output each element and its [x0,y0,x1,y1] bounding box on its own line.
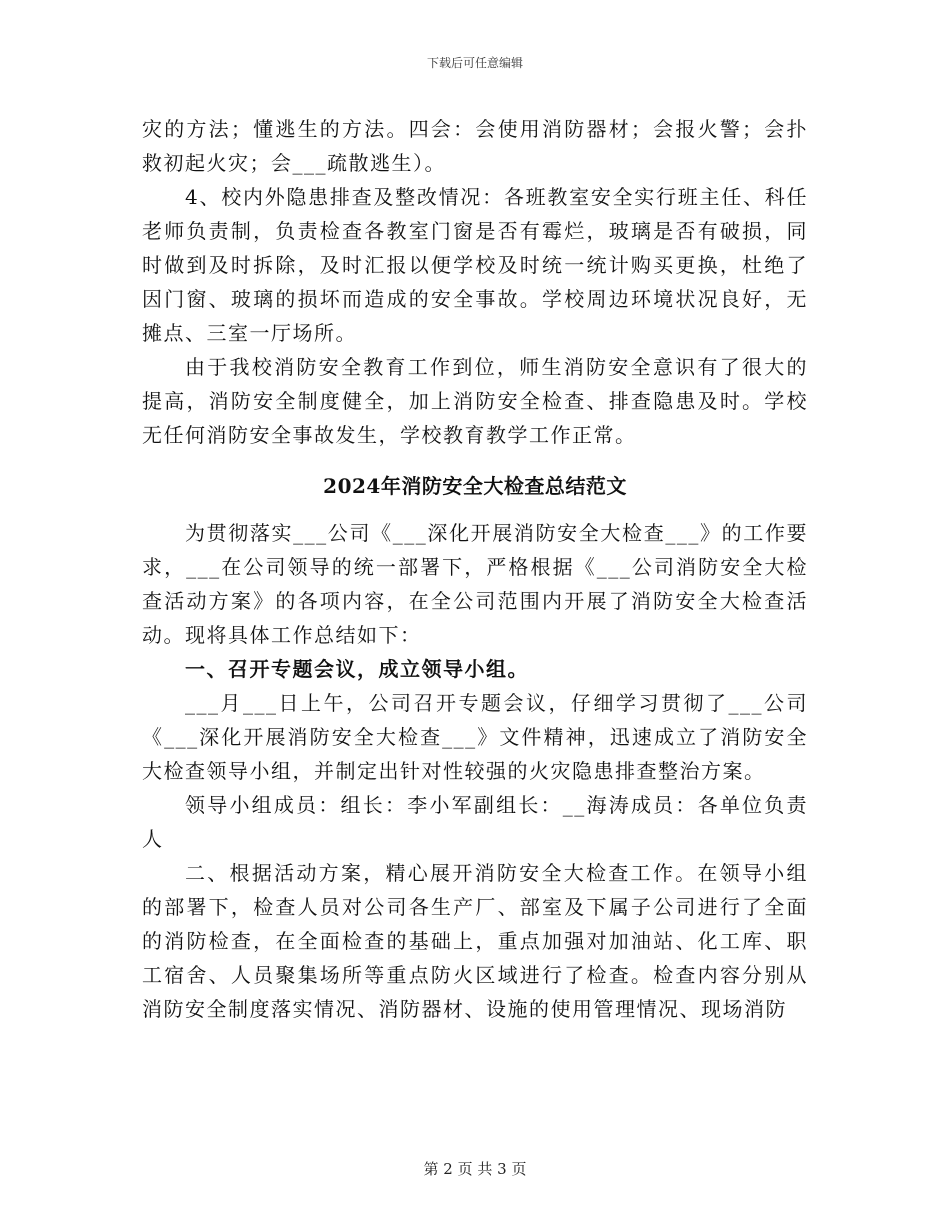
paragraph-3: 由于我校消防安全教育工作到位，师生消防安全意识有了很大的提高，消防安全制度健全，加上消防安全检查、排查隐患及时。学校无任何消防安全事故发生，学校教育教学工作正常。 [142,355,808,447]
section-heading-1: 一、召开专题会议，成立领导小组。 [185,657,529,681]
paragraph-1: 灾的方法；懂逃生的方法。四会：会使用消防器材；会报火警；会扑救初起火灾；会___疏散逃生）。 [142,117,808,175]
document-body [142,112,808,1026]
document-title: 2024年消防安全大检查总结范文 [323,474,627,498]
paragraph-7: 二、根据活动方案，精心展开消防安全大检查工作。在领导小组的部署下，检查人员对公司各生产厂、部室及下属子公司进行了全面的消防检查，在全面检查的基础上，重点加强对加油站、化工库、职工宿舍、人员聚集场所等重点防火区域进行了检查。检查内容分别从消防安全制度落实情况、消防器材、设施的使用管理情况、现场消防 [142,861,808,1021]
page-header: 下载后可任意编辑 [426,56,523,70]
paragraph-4: 为贯彻落实___公司《___深化开展消防安全大检查___》的工作要求，___在公司领导的统一部署下，严格根据《___公司消防安全大检查活动方案》的各项内容，在全公司范围内开展了消防安全大检查活动。现将具体工作总结如下： [142,521,808,647]
page-footer: 第 2 页 共 3 页 [423,1160,527,1178]
paragraph-2: 4、校内外隐患排查及整改情况：各班教室安全实行班主任、科任老师负责制，负责检查各教室门窗是否有霉烂，玻璃是否有破损，同时做到及时拆除，及时汇报以便学校及时统一统计购买更换，杜绝了因门窗、玻璃的损坏而造成的安全事故。学校周边环境状况良好，无摊点、三室一厅场所。 [142,185,808,345]
paragraph-5: ___月___日上午，公司召开专题会议，仔细学习贯彻了___公司《___深化开展消防安全大检查___》文件精神，迅速成立了消防安全大检查领导小组，并制定出针对性较强的火灾隐患排查整治方案。 [142,691,808,783]
paragraph-6: 领导小组成员：组长：李小军副组长：__海涛成员：各单位负责人 [142,793,808,851]
